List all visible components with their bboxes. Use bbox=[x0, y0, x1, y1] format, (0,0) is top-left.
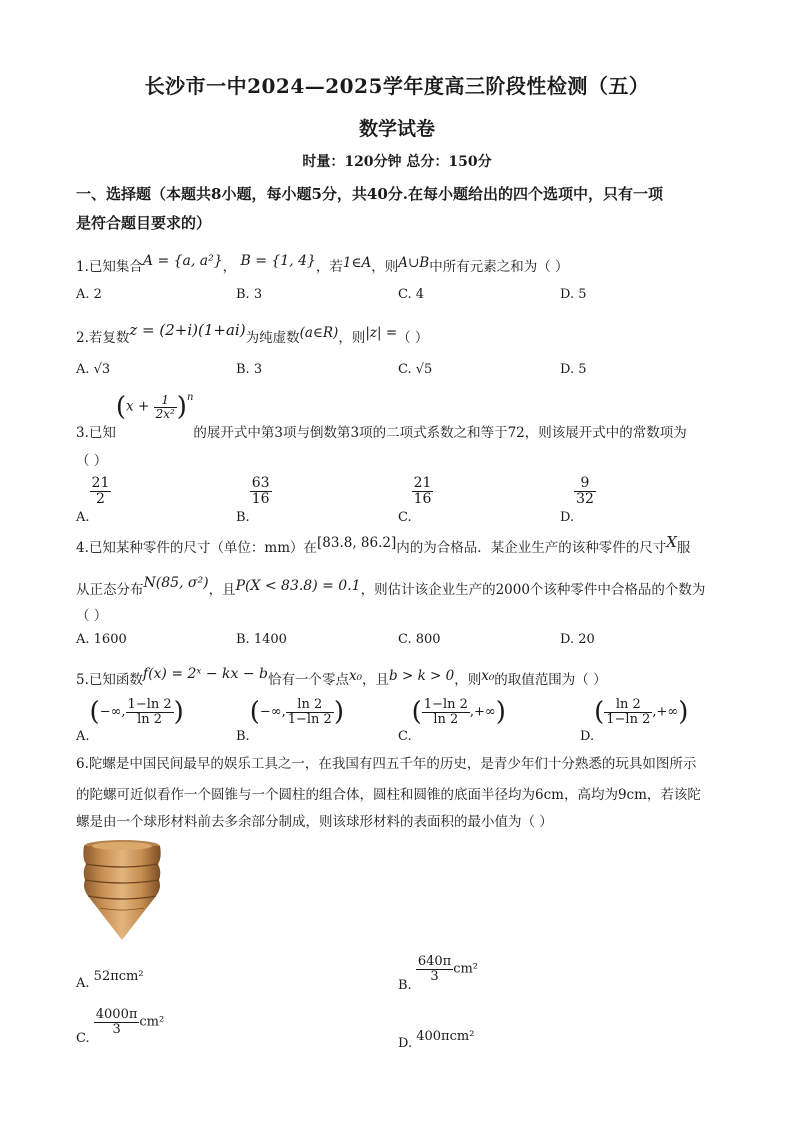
math-expression: x₀ bbox=[481, 668, 495, 684]
option-c: C. 4 bbox=[398, 287, 425, 302]
option-text: 400πcm² bbox=[416, 1029, 475, 1044]
question-text: ，若 bbox=[315, 259, 343, 275]
question-text: ，则 bbox=[371, 259, 399, 275]
question-text: 已知函数 bbox=[88, 672, 143, 688]
question-text: 的展开式中第3项与倒数第3项的二项式系数之和等于72，则该展开式中的常数项为 bbox=[193, 425, 687, 441]
option-a: A. 2 bbox=[76, 287, 102, 302]
question-text: 中所有元素之和为（ ） bbox=[429, 259, 569, 275]
page-title: 长沙市一中2024—2025学年度高三阶段性检测（五） bbox=[144, 74, 650, 98]
math-expression: (a∈R) bbox=[299, 325, 339, 341]
question-1 bbox=[76, 255, 569, 275]
answer-bracket: （ ） bbox=[76, 453, 108, 469]
question-text: 已知集合 bbox=[88, 259, 143, 275]
option-numerator: 21 bbox=[413, 475, 432, 491]
question-4-line2 bbox=[76, 575, 706, 598]
option-denominator: 1−ln 2 bbox=[606, 711, 651, 727]
option-c: C. √5 bbox=[398, 362, 433, 377]
option-label: D. bbox=[560, 509, 575, 525]
question-text: 陀螺是中国民间最早的娱乐工具之一，在我国有四五千年的历史，是青少年们十分熟悉的玩具如图所示 bbox=[88, 756, 697, 772]
section-heading-line2: 是符合题目要求的） bbox=[76, 214, 212, 232]
question-6-line2: 的陀螺可近似看作一个圆锥与一个圆柱的组合体，圆柱和圆锥的底面半径均为6cm，高均为9cm，若该陀 bbox=[76, 787, 701, 803]
option-denominator: 1−ln 2 bbox=[287, 711, 332, 727]
option-b: B. 1400 bbox=[236, 632, 287, 647]
option-text: −∞, bbox=[259, 704, 286, 720]
option-b: B.(−∞, $\frac{\ln 2}{1-\ln 2}$ ) bbox=[236, 696, 344, 744]
option-text: ,+∞ bbox=[469, 704, 496, 720]
answer-bracket: （ ） bbox=[76, 608, 108, 624]
option-label: B. bbox=[236, 509, 250, 525]
option-b: B. 3 bbox=[236, 362, 263, 377]
question-text: 内的为合格品．某企业生产的该种零件的尺寸 bbox=[396, 540, 667, 556]
math-expression: |z| = bbox=[365, 325, 398, 341]
question-text: 从正态分布 bbox=[76, 582, 144, 598]
question-text: 已知 bbox=[88, 425, 116, 441]
option-b bbox=[398, 954, 479, 993]
question-6-line1 bbox=[76, 752, 696, 772]
question-number: 3. bbox=[76, 425, 89, 441]
option-c: C.( $\frac{1-\ln 2}{\ln 2}$ ,+∞) bbox=[398, 696, 506, 744]
option-numerator: 4000π bbox=[95, 1007, 138, 1022]
question-text: 为纯虚数 bbox=[245, 330, 300, 346]
math-expression: N(85, σ²) bbox=[143, 575, 209, 591]
binomial-expression: (x + $\frac{1}{\text{2x²}}$ )$^n$ bbox=[115, 392, 194, 422]
option-a bbox=[76, 475, 111, 525]
option-a: A. 1600 bbox=[76, 632, 127, 647]
option-label: A. bbox=[76, 509, 90, 525]
option-numerator: 1−ln 2 bbox=[127, 696, 172, 712]
question-number: 6. bbox=[76, 756, 89, 772]
option-text: ,+∞ bbox=[652, 704, 679, 720]
math-expression: 1∈A bbox=[342, 255, 372, 271]
option-numerator: 21 bbox=[91, 475, 110, 491]
question-text: （ ） bbox=[397, 330, 429, 346]
option-d bbox=[398, 1029, 475, 1051]
question-6-line3: 螺是由一个球形材料前去多余部分制成，则该球形材料的表面积的最小值为（ ） bbox=[76, 814, 553, 830]
option-denominator: ln 2 bbox=[137, 711, 163, 727]
option-label: B. bbox=[236, 728, 250, 744]
question-text: ，则估计该企业生产的2000个该种零件中合格品的个数为 bbox=[360, 582, 706, 598]
math-expression: B = {1, 4} bbox=[240, 253, 316, 269]
math-expression: A∪B bbox=[398, 255, 430, 271]
question-text: ，且 bbox=[362, 672, 390, 688]
question-3 bbox=[76, 392, 687, 441]
question-5 bbox=[76, 668, 607, 688]
option-denominator: 2 bbox=[95, 490, 105, 507]
option-numerator: ln 2 bbox=[286, 698, 334, 713]
section-heading-line1: 一、选择题（本题共8小题，每小题5分，共40分.在每小题给出的四个选项中，只有一项 bbox=[76, 185, 663, 203]
option-c bbox=[76, 1007, 165, 1046]
option-a: A. √3 bbox=[76, 362, 111, 377]
option-denominator: 3 bbox=[430, 968, 439, 984]
option-label: B. bbox=[398, 977, 412, 993]
option-c bbox=[398, 475, 433, 525]
option-d bbox=[560, 475, 596, 525]
option-label: C. bbox=[398, 509, 412, 525]
math-expression: [83.8, 86.2] bbox=[317, 535, 397, 551]
option-d: D.( $\frac{\ln 2}{1-\ln 2}$ ,+∞) bbox=[580, 696, 689, 744]
option-denominator: 32 bbox=[576, 490, 594, 507]
option-numerator: ln 2 bbox=[604, 698, 652, 713]
option-denominator: 16 bbox=[251, 490, 270, 507]
math-expression: z = (2+i)(1+ai) bbox=[129, 321, 246, 339]
question-text: ，则 bbox=[338, 330, 366, 346]
question-text: 恰有一个零点 bbox=[268, 672, 350, 688]
question-text: 若复数 bbox=[88, 330, 130, 346]
option-a: A.(−∞, $\frac{1-\ln 2}{\ln 2}$ ) bbox=[76, 696, 184, 744]
question-text: 已知某种零件的尺寸（单位：mm）在 bbox=[88, 540, 317, 556]
question-number: 1. bbox=[76, 259, 89, 275]
option-numerator: 63 bbox=[251, 475, 270, 491]
question-text: ， bbox=[222, 259, 237, 275]
math-expression: f(x) = 2ˣ − kx − b bbox=[142, 666, 269, 682]
math-expression: P(X < 83.8) = 0.1 bbox=[235, 578, 361, 594]
option-label: C. bbox=[76, 1030, 90, 1046]
option-numerator: 640π bbox=[417, 954, 452, 969]
option-denominator: 3 bbox=[112, 1021, 121, 1037]
question-text: 服 bbox=[676, 540, 691, 556]
question-number: 2. bbox=[76, 330, 89, 346]
option-text: 52πcm² bbox=[93, 969, 144, 984]
spinning-top-image bbox=[82, 838, 162, 943]
exam-info: 时量：120分钟 总分：150分 bbox=[302, 154, 492, 170]
option-c: C. 800 bbox=[398, 632, 441, 647]
question-text: ，且 bbox=[208, 582, 236, 598]
question-text: ，则 bbox=[454, 672, 482, 688]
option-d: D. 5 bbox=[560, 362, 587, 377]
option-d: D. 5 bbox=[560, 287, 587, 302]
math-expression: x₀ bbox=[349, 668, 363, 684]
question-number: 4. bbox=[76, 540, 89, 556]
option-a bbox=[76, 969, 144, 991]
option-unit: cm² bbox=[139, 1014, 165, 1030]
option-label: A. bbox=[76, 728, 90, 744]
question-text: 的取值范围为（ ） bbox=[494, 672, 607, 688]
question-2 bbox=[76, 321, 429, 346]
option-denominator: 16 bbox=[413, 490, 432, 507]
option-d: D. 20 bbox=[560, 632, 595, 647]
math-expression: A = {a, a²} bbox=[142, 253, 223, 269]
option-b: B. 3 bbox=[236, 287, 263, 302]
option-b bbox=[236, 475, 272, 525]
option-label: A. bbox=[76, 976, 90, 991]
option-label: C. bbox=[398, 728, 412, 744]
option-numerator: 1−ln 2 bbox=[423, 696, 468, 712]
option-numerator: 9 bbox=[574, 476, 596, 492]
page-subtitle: 数学试卷 bbox=[358, 118, 435, 140]
option-denominator: ln 2 bbox=[433, 711, 459, 727]
option-unit: cm² bbox=[453, 961, 479, 977]
question-4-line1 bbox=[76, 533, 691, 556]
question-number: 5. bbox=[76, 672, 89, 688]
option-label: D. bbox=[580, 728, 595, 744]
option-text: −∞, bbox=[99, 704, 126, 720]
math-expression: X bbox=[666, 533, 677, 551]
math-expression: b > k > 0 bbox=[389, 668, 455, 684]
option-label: D. bbox=[398, 1036, 413, 1051]
